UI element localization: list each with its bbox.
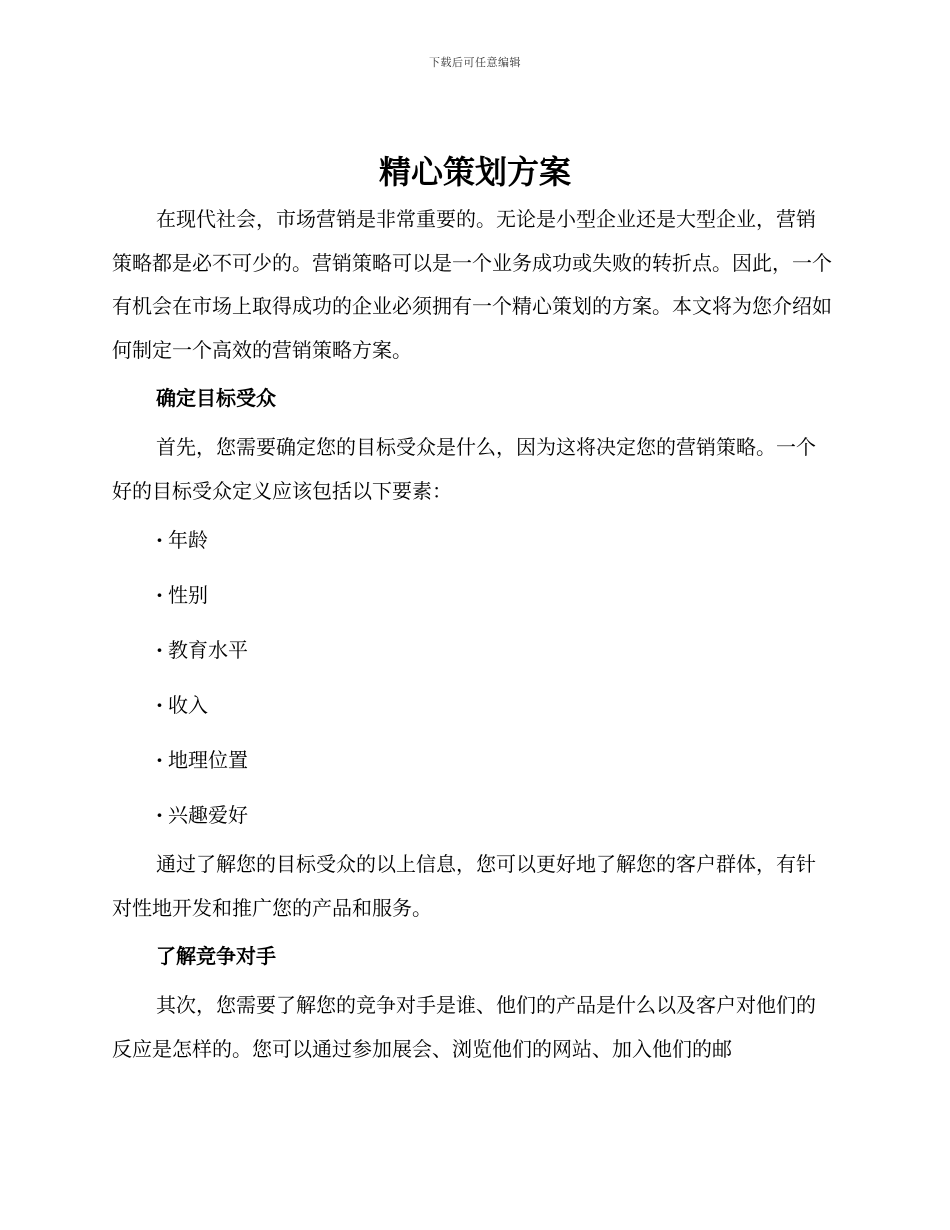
bullet-icon: · [156,693,163,717]
list-item [156,678,832,733]
bullet-icon: · [156,528,163,552]
document-body [112,198,832,1071]
list-item [156,568,832,623]
competitors-paragraph: 其次，您需要了解您的竞争对手是谁、他们的产品是什么以及客户对他们的反应是怎样的。您可以通过参加展会、浏览他们的网站、加入他们的邮 [112,993,816,1061]
list-item [156,623,832,678]
bullet-icon: · [156,638,163,662]
list-item-label: 兴趣爱好 [168,803,248,827]
list-item-label: 收入 [168,693,208,717]
audience-criteria-list [112,513,832,843]
section-heading-target-audience: 确定目标受众 [156,386,276,410]
section-heading-competitors: 了解竞争对手 [156,944,276,968]
list-item-label: 教育水平 [168,638,248,662]
list-item-label: 年龄 [168,528,208,552]
bullet-icon: · [156,748,163,772]
header-note: 下载后可任意编辑 [429,56,521,69]
target-audience-paragraph: 首先，您需要确定您的目标受众是什么，因为这将决定您的营销策略。一个好的目标受众定义应该包括以下要素： [112,435,816,503]
intro-paragraph: 在现代社会，市场营销是非常重要的。无论是小型企业还是大型企业，营销策略都是必不可少的。营销策略可以是一个业务成功或失败的转折点。因此，一个有机会在市场上取得成功的企业必须拥有一个精心策划的方案。本文将为您介绍如何制定一个高效的营销策略方案。 [112,207,832,362]
list-item [156,733,832,788]
bullet-icon: · [156,583,163,607]
list-item [156,513,832,568]
list-item [156,788,832,843]
document-title: 精心策划方案 [378,153,571,191]
list-item-label: 地理位置 [168,748,248,772]
list-item-label: 性别 [168,583,208,607]
target-audience-closing-paragraph: 通过了解您的目标受众的以上信息，您可以更好地了解您的客户群体，有针对性地开发和推广您的产品和服务。 [112,852,816,920]
bullet-icon: · [156,803,163,827]
